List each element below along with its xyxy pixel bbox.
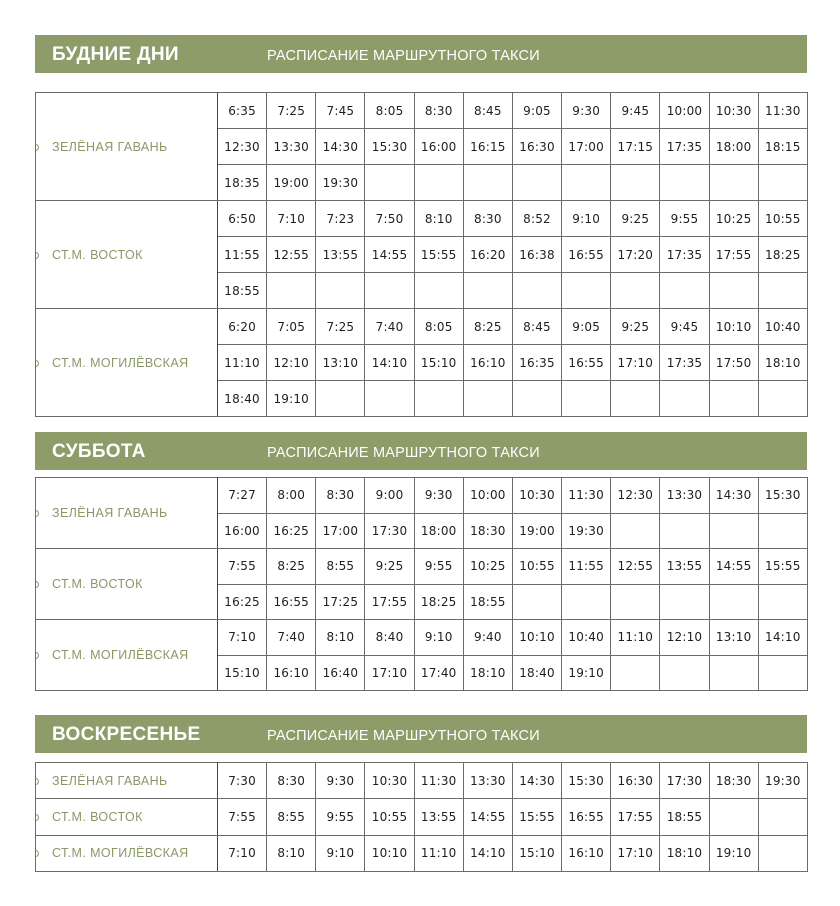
departure-time: 16:30	[611, 763, 660, 799]
departure-time: 18:40	[218, 381, 267, 417]
departure-time: 19:00	[512, 513, 561, 549]
stop-marker-icon	[36, 850, 40, 857]
departure-time: 8:25	[267, 549, 316, 585]
departure-time: 14:55	[709, 549, 758, 585]
stop-name-cell	[36, 93, 218, 201]
departure-time: 15:30	[365, 129, 414, 165]
departure-time: 17:30	[660, 763, 709, 799]
departure-time: 15:30	[562, 763, 611, 799]
departure-time: 13:55	[316, 237, 365, 273]
departure-time: 17:35	[660, 237, 709, 273]
departure-time: 19:30	[758, 763, 807, 799]
departure-time: 10:25	[709, 201, 758, 237]
departure-time: 7:10	[218, 835, 267, 871]
departure-time: 18:30	[709, 763, 758, 799]
departure-time: 13:55	[660, 549, 709, 585]
departure-time: 9:05	[562, 309, 611, 345]
departure-time	[611, 165, 660, 201]
departure-time: 9:30	[316, 763, 365, 799]
departure-time: 13:55	[414, 799, 463, 835]
departure-time: 9:30	[414, 478, 463, 514]
departure-time: 9:10	[316, 835, 365, 871]
departure-time: 7:40	[267, 620, 316, 656]
departure-time: 9:45	[660, 309, 709, 345]
departure-time	[709, 584, 758, 620]
departure-time: 16:00	[218, 513, 267, 549]
departure-time: 18:10	[758, 345, 807, 381]
departure-time	[660, 165, 709, 201]
departure-time: 18:25	[414, 584, 463, 620]
departure-time: 15:30	[758, 478, 807, 514]
departure-time: 10:55	[758, 201, 807, 237]
departure-time: 13:30	[463, 763, 512, 799]
departure-time: 7:55	[218, 799, 267, 835]
stop-name: ЗЕЛЁНАЯ ГАВАНЬ	[52, 506, 168, 520]
departure-time: 17:55	[611, 799, 660, 835]
departure-time	[463, 165, 512, 201]
table-row	[36, 835, 808, 871]
departure-time: 17:30	[365, 513, 414, 549]
departure-time: 18:40	[512, 655, 561, 691]
departure-time: 15:55	[512, 799, 561, 835]
departure-time: 16:10	[463, 345, 512, 381]
departure-time: 10:00	[463, 478, 512, 514]
departure-time: 10:40	[562, 620, 611, 656]
departure-time: 9:10	[562, 201, 611, 237]
departure-time: 17:35	[660, 345, 709, 381]
departure-time: 7:25	[267, 93, 316, 129]
departure-time: 7:40	[365, 309, 414, 345]
departure-time: 17:00	[316, 513, 365, 549]
stop-name-cell	[36, 799, 218, 835]
stop-marker-icon	[36, 360, 40, 367]
departure-time: 8:30	[267, 763, 316, 799]
departure-time: 17:00	[562, 129, 611, 165]
day-title: ВОСКРЕСЕНЬЕ	[52, 724, 201, 745]
departure-time: 19:30	[316, 165, 365, 201]
departure-time: 17:50	[709, 345, 758, 381]
stop-name: ЗЕЛЁНАЯ ГАВАНЬ	[52, 773, 168, 788]
departure-time	[660, 381, 709, 417]
departure-time: 8:52	[512, 201, 561, 237]
departure-time	[709, 381, 758, 417]
departure-time: 17:55	[709, 237, 758, 273]
departure-time: 7:50	[365, 201, 414, 237]
departure-time	[709, 799, 758, 835]
departure-time: 8:30	[463, 201, 512, 237]
stop-marker-icon	[36, 778, 40, 785]
departure-time: 17:10	[611, 835, 660, 871]
departure-time	[709, 655, 758, 691]
departure-time: 14:30	[709, 478, 758, 514]
departure-time: 10:10	[365, 835, 414, 871]
departure-time: 7:27	[218, 478, 267, 514]
departure-time: 10:00	[660, 93, 709, 129]
departure-time: 9:55	[316, 799, 365, 835]
stop-name-cell	[36, 549, 218, 620]
departure-time: 18:00	[414, 513, 463, 549]
departure-time: 16:35	[512, 345, 561, 381]
departure-time: 18:10	[463, 655, 512, 691]
table-row	[36, 93, 808, 129]
departure-time: 16:15	[463, 129, 512, 165]
departure-time: 8:10	[316, 620, 365, 656]
timetable	[35, 762, 808, 872]
departure-time: 12:10	[660, 620, 709, 656]
departure-time: 7:25	[316, 309, 365, 345]
stop-marker-icon	[36, 510, 40, 517]
table-row	[36, 620, 808, 656]
departure-time: 10:55	[512, 549, 561, 585]
departure-time	[758, 273, 807, 309]
stop-marker-icon	[36, 652, 40, 659]
stop-name-cell	[36, 620, 218, 691]
departure-time	[611, 655, 660, 691]
departure-time: 18:55	[463, 584, 512, 620]
departure-time	[512, 381, 561, 417]
departure-time: 17:20	[611, 237, 660, 273]
departure-time	[660, 584, 709, 620]
departure-time	[758, 165, 807, 201]
stop-name-cell	[36, 835, 218, 871]
departure-time: 16:10	[562, 835, 611, 871]
departure-time: 8:55	[316, 549, 365, 585]
departure-time: 9:05	[512, 93, 561, 129]
departure-time: 11:10	[218, 345, 267, 381]
departure-time: 11:30	[414, 763, 463, 799]
departure-time: 7:05	[267, 309, 316, 345]
departure-time: 16:30	[512, 129, 561, 165]
departure-time	[758, 799, 807, 835]
departure-time	[758, 381, 807, 417]
departure-time: 16:10	[267, 655, 316, 691]
departure-time: 18:00	[709, 129, 758, 165]
departure-time: 14:30	[316, 129, 365, 165]
table-row	[36, 549, 808, 585]
departure-time: 17:10	[611, 345, 660, 381]
departure-time: 10:30	[512, 478, 561, 514]
departure-time: 9:30	[562, 93, 611, 129]
departure-time: 9:25	[611, 201, 660, 237]
departure-time	[709, 273, 758, 309]
departure-time: 8:10	[414, 201, 463, 237]
departure-time	[611, 584, 660, 620]
departure-time: 9:25	[611, 309, 660, 345]
departure-time: 11:30	[758, 93, 807, 129]
stop-name: СТ.М. ВОСТОК	[52, 577, 143, 591]
section-header	[35, 432, 807, 470]
departure-time: 8:40	[365, 620, 414, 656]
departure-time: 10:40	[758, 309, 807, 345]
departure-time: 7:10	[218, 620, 267, 656]
table-row	[36, 799, 808, 835]
departure-time: 17:55	[365, 584, 414, 620]
departure-time: 9:10	[414, 620, 463, 656]
departure-time: 7:55	[218, 549, 267, 585]
departure-time	[758, 513, 807, 549]
day-title: СУББОТА	[52, 441, 146, 462]
departure-time	[463, 381, 512, 417]
stop-name: СТ.М. МОГИЛЁВСКАЯ	[52, 648, 189, 662]
section-header	[35, 35, 807, 73]
stop-name: ЗЕЛЁНАЯ ГАВАНЬ	[52, 139, 168, 154]
departure-time	[562, 381, 611, 417]
schedule-subtitle: РАСПИСАНИЕ МАРШРУТНОГО ТАКСИ	[267, 48, 540, 64]
departure-time: 18:25	[758, 237, 807, 273]
departure-time: 11:10	[414, 835, 463, 871]
departure-time: 7:23	[316, 201, 365, 237]
departure-time: 10:10	[512, 620, 561, 656]
departure-time: 15:10	[414, 345, 463, 381]
stop-marker-icon	[36, 252, 40, 259]
departure-time: 17:35	[660, 129, 709, 165]
departure-time: 6:35	[218, 93, 267, 129]
departure-time: 9:40	[463, 620, 512, 656]
departure-time: 15:55	[758, 549, 807, 585]
departure-time: 6:20	[218, 309, 267, 345]
departure-time: 19:30	[562, 513, 611, 549]
departure-time	[660, 655, 709, 691]
departure-time	[267, 273, 316, 309]
departure-time: 11:55	[218, 237, 267, 273]
departure-time: 16:55	[562, 799, 611, 835]
stop-name-cell	[36, 763, 218, 799]
departure-time	[562, 584, 611, 620]
departure-time	[414, 165, 463, 201]
departure-time: 18:30	[463, 513, 512, 549]
stop-marker-icon	[36, 814, 40, 821]
departure-time: 14:10	[463, 835, 512, 871]
timetable	[35, 92, 808, 417]
departure-time	[758, 835, 807, 871]
departure-time: 13:10	[316, 345, 365, 381]
departure-time: 11:10	[611, 620, 660, 656]
section-header	[35, 715, 807, 753]
departure-time: 10:10	[709, 309, 758, 345]
departure-time	[414, 381, 463, 417]
departure-time: 6:50	[218, 201, 267, 237]
departure-time: 8:55	[267, 799, 316, 835]
departure-time	[562, 273, 611, 309]
departure-time: 15:55	[414, 237, 463, 273]
departure-time	[660, 273, 709, 309]
departure-time: 16:25	[267, 513, 316, 549]
stop-name: СТ.М. МОГИЛЁВСКАЯ	[52, 846, 189, 861]
departure-time: 18:55	[218, 273, 267, 309]
departure-time: 7:30	[218, 763, 267, 799]
departure-time: 7:45	[316, 93, 365, 129]
departure-time: 16:55	[562, 237, 611, 273]
departure-time: 14:10	[758, 620, 807, 656]
table-row	[36, 763, 808, 799]
stop-name-cell	[36, 201, 218, 309]
stop-marker-icon	[36, 581, 40, 588]
table-row	[36, 201, 808, 237]
departure-time: 13:10	[709, 620, 758, 656]
departure-time: 13:30	[267, 129, 316, 165]
departure-time	[414, 273, 463, 309]
stop-name: СТ.М. МОГИЛЁВСКАЯ	[52, 355, 189, 370]
departure-time: 19:10	[267, 381, 316, 417]
departure-time: 8:05	[365, 93, 414, 129]
departure-time: 19:00	[267, 165, 316, 201]
stop-marker-icon	[36, 144, 40, 151]
departure-time	[709, 513, 758, 549]
departure-time: 14:55	[463, 799, 512, 835]
departure-time	[365, 165, 414, 201]
departure-time	[709, 165, 758, 201]
departure-time: 8:30	[414, 93, 463, 129]
departure-time: 18:15	[758, 129, 807, 165]
departure-time	[512, 584, 561, 620]
departure-time: 14:55	[365, 237, 414, 273]
departure-time: 16:40	[316, 655, 365, 691]
departure-time: 13:30	[660, 478, 709, 514]
departure-time: 16:55	[562, 345, 611, 381]
departure-time: 10:25	[463, 549, 512, 585]
departure-time: 17:25	[316, 584, 365, 620]
departure-time: 8:25	[463, 309, 512, 345]
departure-time: 9:45	[611, 93, 660, 129]
departure-time: 11:30	[562, 478, 611, 514]
departure-time	[758, 655, 807, 691]
departure-time: 15:10	[512, 835, 561, 871]
departure-time: 12:10	[267, 345, 316, 381]
schedule-subtitle: РАСПИСАНИЕ МАРШРУТНОГО ТАКСИ	[267, 445, 540, 461]
departure-time: 7:10	[267, 201, 316, 237]
departure-time	[463, 273, 512, 309]
departure-time	[316, 273, 365, 309]
departure-time	[562, 165, 611, 201]
table-row	[36, 309, 808, 345]
departure-time: 16:20	[463, 237, 512, 273]
departure-time: 8:45	[463, 93, 512, 129]
departure-time: 9:55	[414, 549, 463, 585]
timetable	[35, 477, 808, 691]
departure-time: 9:25	[365, 549, 414, 585]
departure-time	[365, 381, 414, 417]
departure-time: 12:30	[611, 478, 660, 514]
departure-time: 9:55	[660, 201, 709, 237]
departure-time: 12:55	[267, 237, 316, 273]
departure-time	[611, 381, 660, 417]
departure-time: 9:00	[365, 478, 414, 514]
departure-time: 10:30	[365, 763, 414, 799]
departure-time: 19:10	[709, 835, 758, 871]
stop-name-cell	[36, 478, 218, 549]
departure-time	[660, 513, 709, 549]
schedule-subtitle: РАСПИСАНИЕ МАРШРУТНОГО ТАКСИ	[267, 728, 540, 744]
departure-time: 18:55	[660, 799, 709, 835]
departure-time: 12:30	[218, 129, 267, 165]
departure-time	[316, 381, 365, 417]
departure-time: 10:30	[709, 93, 758, 129]
departure-time: 17:40	[414, 655, 463, 691]
departure-time: 15:10	[218, 655, 267, 691]
departure-time: 8:10	[267, 835, 316, 871]
departure-time: 16:25	[218, 584, 267, 620]
departure-time: 8:45	[512, 309, 561, 345]
departure-time: 18:35	[218, 165, 267, 201]
stop-name: СТ.М. ВОСТОК	[52, 247, 143, 262]
departure-time: 10:55	[365, 799, 414, 835]
departure-time: 8:30	[316, 478, 365, 514]
departure-time: 16:38	[512, 237, 561, 273]
departure-time	[512, 273, 561, 309]
departure-time: 19:10	[562, 655, 611, 691]
departure-time: 17:10	[365, 655, 414, 691]
departure-time: 8:05	[414, 309, 463, 345]
departure-time	[758, 584, 807, 620]
stop-name-cell	[36, 309, 218, 417]
departure-time: 16:00	[414, 129, 463, 165]
departure-time: 18:10	[660, 835, 709, 871]
departure-time: 12:55	[611, 549, 660, 585]
departure-time	[512, 165, 561, 201]
departure-time	[611, 513, 660, 549]
departure-time: 17:15	[611, 129, 660, 165]
departure-time: 14:10	[365, 345, 414, 381]
departure-time: 11:55	[562, 549, 611, 585]
stop-name: СТ.М. ВОСТОК	[52, 809, 143, 824]
departure-time: 16:55	[267, 584, 316, 620]
departure-time	[365, 273, 414, 309]
departure-time: 8:00	[267, 478, 316, 514]
departure-time	[611, 273, 660, 309]
departure-time: 14:30	[512, 763, 561, 799]
day-title: БУДНИЕ ДНИ	[52, 44, 179, 65]
table-row	[36, 478, 808, 514]
